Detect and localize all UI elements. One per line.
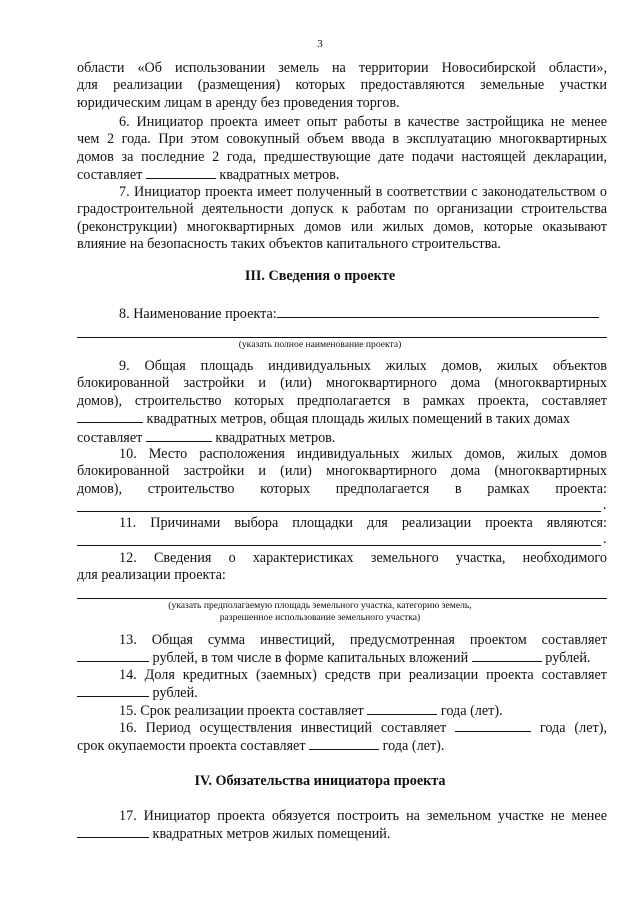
text-line: 14. Доля кредитных (заемных) средств при реализации проекта составляет [119,667,607,683]
text-line [77,410,607,428]
item-11 [77,515,607,532]
blank-field[interactable] [146,166,216,179]
text-line: 13. Общая сумма инвестиций, предусмотренная проектом составляет [119,632,607,648]
text-line [77,719,607,737]
blank-line[interactable] [77,337,607,338]
text-line [77,305,599,323]
text-fragment: рублей. [152,685,198,702]
text-line [77,737,607,755]
text-line [77,429,607,447]
text-fragment: квадратных метров, общая площадь жилых помещений в таких домах [146,411,571,428]
text-line: для реализации проекта: [77,567,226,584]
text-fragment: 8. Наименование проекта: [119,306,277,322]
page-number: 3 [317,38,323,50]
blank-field[interactable] [77,825,149,838]
text-line: 7. Инициатор проекта имеет полученный в соответствии с законодательством о [119,184,607,200]
text-line: 17. Инициатор проекта обязуется построить на земельном участке не менее [119,808,607,824]
field-caption: (указать полное наименование проекта) [238,339,402,350]
text-line: 12. Сведения о характеристиках земельного участка, необходимого [119,550,607,566]
text-fragment: года (лет). [382,738,445,755]
text-line [77,702,607,720]
text-line: блокированной застройки и (или) многоквартирного дома (многоквартирных [77,463,607,480]
text-line: домов), строительство которых предполагается в рамках проекта, составляет [77,392,607,409]
blank-field[interactable] [77,649,149,662]
item-10 [77,446,607,498]
item-14 [77,667,607,703]
blank-field[interactable] [472,649,542,662]
project-name-field[interactable] [277,305,599,318]
item-6 [77,114,607,185]
text-line: 6. Инициатор проекта имеет опыт работы в качестве застройщика не менее [119,114,607,130]
section-title: IV. Обязательства инициатора проекта [194,773,446,789]
text-fragment: 15. Срок реализации проекта составляет [119,703,364,719]
blank-line[interactable] [77,545,601,546]
text-fragment: рублей, в том числе в форме капитальных вложений [152,650,469,667]
item-12 [77,550,607,585]
text-fragment: срок окупаемости проекта составляет [77,738,306,755]
text-line: чем 2 года. При этом совокупный объем ввода в эксплуатацию многоквартирных [77,131,607,148]
text-line [77,825,607,843]
text-line: для реализации (размещения) которых предоставляются земельные участки [77,77,607,94]
item-13 [77,632,607,668]
text-fragment: составляет [77,429,143,446]
text-fragment: года (лет). [440,703,503,719]
text-line: 11. Причинами выбора площадки для реализации проекта являются: [119,515,607,531]
blank-field[interactable] [309,737,379,750]
text-fragment: составляет [77,167,143,184]
text-line [77,166,607,184]
blank-line[interactable] [77,511,601,512]
paragraph-continuation [77,60,607,112]
text-line: градостроительной деятельности допуск к работам по организации строительства [77,201,607,218]
text-line: юридическим лицам в аренду без проведения торгов. [77,94,400,111]
text-fragment: квадратных метров жилых помещений. [152,826,391,843]
item-15 [77,702,607,720]
blank-field[interactable] [455,719,531,732]
caption-line: (указать предполагаемую площадь земельного участка, категорию земель, [168,600,472,611]
period: . [603,531,607,547]
text-fragment: года (лет), [539,720,607,736]
caption-line: разрешенное использование земельного участка) [219,612,421,623]
text-fragment: квадратных метров. [215,429,336,446]
section-title: III. Сведения о проекте [244,268,396,284]
text-fragment: рублей. [545,650,591,667]
text-fragment: квадратных метров. [219,167,340,184]
text-line: (реконструкции) многоквартирных домов или жилых домов, которые оказывают [77,218,607,235]
text-line: области «Об использовании земель на территории Новосибирской области», [77,60,607,76]
text-line [77,649,607,667]
item-9 [77,358,607,447]
blank-field[interactable] [367,702,437,715]
text-fragment: 16. Период осуществления инвестиций составляет [119,720,447,736]
field-caption [0,600,640,624]
blank-line[interactable] [77,598,607,599]
text-line: 9. Общая площадь индивидуальных жилых домов, жилых объектов [119,358,607,374]
blank-field[interactable] [146,429,212,442]
blank-field[interactable] [77,410,143,423]
period: . [603,497,607,513]
text-line: домов за последние 2 года, предшествующие дате подачи настоящей декларации, [77,148,607,165]
item-17 [77,808,607,844]
text-line: влияние на безопасность таких объектов капитального строительства. [77,236,501,253]
text-line: 10. Место расположения индивидуальных жилых домов, жилых домов [119,446,607,462]
item-7 [77,184,607,254]
item-8 [77,305,599,323]
item-16 [77,719,607,756]
text-line [77,684,607,702]
text-line: блокированной застройки и (или) многоквартирного дома (многоквартирных [77,375,607,392]
text-line: домов), строительство которых предполагается в рамках проекта: [77,480,607,497]
blank-field[interactable] [77,684,149,697]
